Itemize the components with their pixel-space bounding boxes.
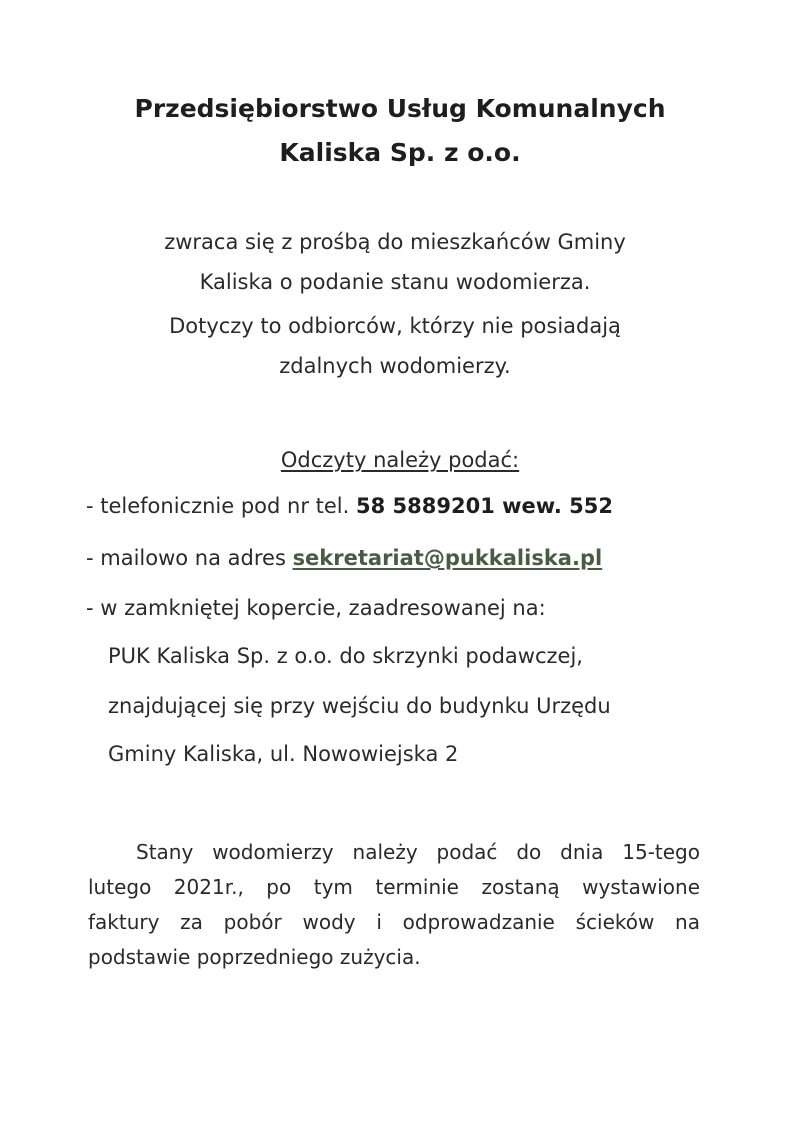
company-name-line-2: Kaliska Sp. z o.o. — [279, 138, 521, 167]
company-name-line-1: Przedsiębiorstwo Usług Komunalnych — [134, 94, 666, 123]
envelope-list-item: - w zamkniętej kopercie, zaadresowanej na: — [86, 596, 546, 620]
request-paragraph — [0, 222, 790, 302]
request-line-1: zwraca się z prośbą do mieszkańców Gminy — [164, 230, 626, 254]
request-line-2: Kaliska o podanie stanu wodomierza. — [199, 270, 591, 294]
deadline-line-1: Stany wodomierzy należy podać do dnia 15-tego — [136, 840, 700, 864]
address-line-3: Gminy Kaliska, ul. Nowowiejska 2 — [108, 742, 459, 766]
readings-heading: Odczyty należy podać: — [280, 448, 520, 472]
phone-list-item — [86, 486, 786, 526]
email-label: - mailowo na adres — [86, 546, 293, 570]
deadline-line-2: lutego 2021r., po tym terminie zostaną wystawione — [88, 875, 700, 899]
scope-line-1: Dotyczy to odbiorców, którzy nie posiadają — [169, 314, 621, 338]
scope-paragraph — [0, 306, 790, 386]
deadline-line-4: podstawie poprzedniego zużycia. — [88, 945, 421, 969]
phone-number: 58 5889201 wew. 552 — [356, 494, 613, 518]
email-link[interactable]: sekretariat@pukkaliska.pl — [292, 546, 603, 570]
address-line-2: znajdującej się przy wejściu do budynku Urzędu — [108, 694, 611, 718]
scope-line-2: zdalnych wodomierzy. — [279, 354, 511, 378]
email-list-item — [86, 538, 786, 578]
phone-label: - telefonicznie pod nr tel. — [86, 494, 356, 518]
address-line-1: PUK Kaliska Sp. z o.o. do skrzynki podawczej, — [108, 644, 583, 668]
deadline-paragraph — [88, 835, 700, 975]
deadline-line-3: faktury za pobór wody i odprowadzanie ścieków na — [88, 910, 700, 934]
